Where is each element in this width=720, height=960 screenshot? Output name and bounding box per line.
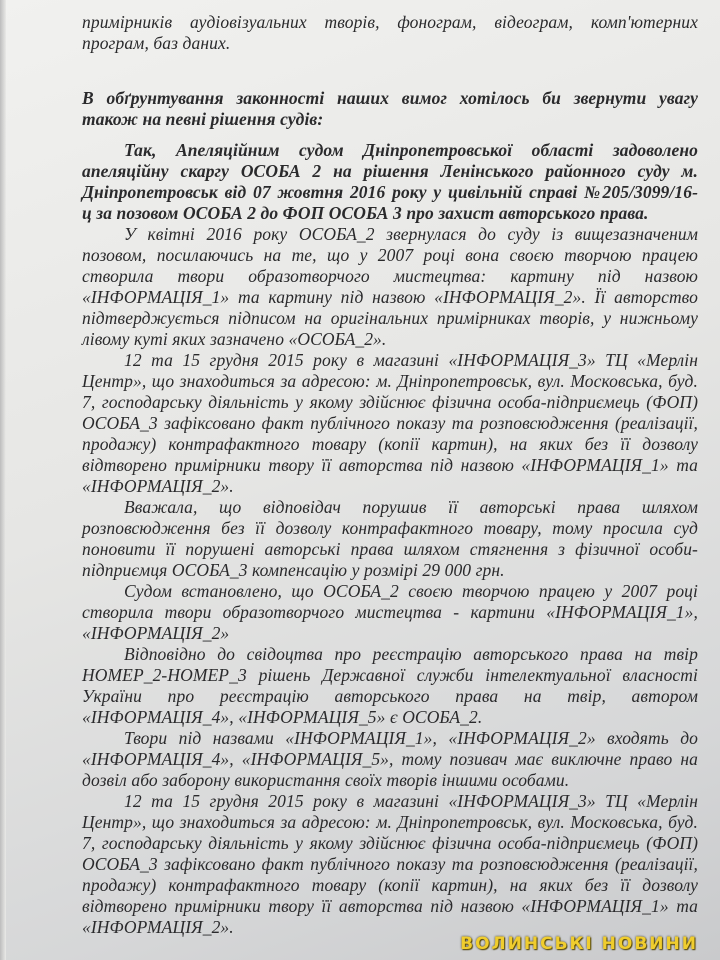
text-line: 7, господарську діяльність у якому здійснює фізична особа-підприємець (ФОП) bbox=[82, 392, 698, 412]
paragraph bbox=[82, 497, 698, 581]
text-line: «ІНФОРМАЦІЯ_2». bbox=[82, 476, 234, 496]
text-line: Відповідно до свідоцтва про реєстрацію авторського права на твір bbox=[124, 644, 698, 664]
text-line: 12 та 15 грудня 2015 року в магазині «ІНФОРМАЦІЯ_3» ТЦ «Мерлін bbox=[124, 350, 698, 370]
paragraph bbox=[82, 224, 698, 350]
text-line: також на певні рішення судів: bbox=[82, 109, 324, 129]
text-line: «ІНФОРМАЦІЯ_1» та картину під назвою «ІНФОРМАЦІЯ_2». Її авторство bbox=[82, 287, 698, 307]
bold-paragraph bbox=[82, 140, 698, 224]
text-line: Твори під назвами «ІНФОРМАЦІЯ_1», «ІНФОРМАЦІЯ_2» входять до bbox=[124, 728, 698, 748]
text-line: Центр», що знаходиться за адресою: м. Дніпропетровськ, вул. Московська, буд. bbox=[82, 371, 698, 391]
text-line: позовом, посилаючись на те, що у 2007 році вона своєю творчою працею bbox=[82, 245, 698, 265]
bold-paragraph bbox=[82, 88, 698, 130]
text-line: створила твори образотворчого мистецтва - картини «ІНФОРМАЦІЯ_1», bbox=[82, 602, 698, 622]
document-page bbox=[82, 12, 698, 938]
paragraph bbox=[82, 644, 698, 728]
paragraph bbox=[82, 350, 698, 497]
text-line: «ІНФОРМАЦІЯ_2». bbox=[82, 917, 234, 937]
text-line: підтверджується підписом на оригінальних примірниках творів, у нижньому bbox=[82, 308, 698, 328]
text-line: України про реєстрацію авторського права на твір, автором bbox=[82, 686, 698, 706]
text-line: ОСОБА_3 зафіксовано факт публічного показу та розповсюдження (реалізації, bbox=[82, 854, 698, 874]
text-line: апеляційну скаргу ОСОБА 2 на рішення Ленінського районного суду м. bbox=[82, 161, 698, 181]
text-line: відтворено примірники твору її авторства під назвою «ІНФОРМАЦІЯ_1» та bbox=[82, 896, 698, 916]
paragraph bbox=[82, 12, 698, 54]
text-line: «ІНФОРМАЦІЯ_2» bbox=[82, 623, 230, 643]
text-line: ц за позовом ОСОБА 2 до ФОП ОСОБА 3 про захист авторського права. bbox=[82, 203, 649, 223]
text-line: продажу) контрафактного товару (копії картин), на яких без її дозволу bbox=[82, 875, 698, 895]
text-line: В обґрунтування законності наших вимог хотілось би звернути увагу bbox=[82, 88, 698, 108]
spacer bbox=[82, 130, 698, 140]
text-line: Центр», що знаходиться за адресою: м. Дніпропетровськ, вул. Московська, буд. bbox=[82, 812, 698, 832]
paragraph bbox=[82, 581, 698, 644]
text-line: Дніпропетровськ від 07 жовтня 2016 року у цивільній справі №205/3099/16- bbox=[82, 182, 698, 202]
text-line: У квітні 2016 року ОСОБА_2 звернулася до суду із вищезазначеним bbox=[124, 224, 698, 244]
text-line: Так, Апеляційним судом Дніпропетровської області задоволено bbox=[124, 140, 698, 160]
text-line: продажу) контрафактного товару (копії картин), на яких без її дозволу bbox=[82, 434, 698, 454]
text-line: 7, господарську діяльність у якому здійснює фізична особа-підприємець (ФОП) bbox=[82, 833, 698, 853]
text-line: примірників аудіовізуальних творів, фонограм, відеограм, комп'ютерних bbox=[82, 12, 698, 32]
paragraph bbox=[82, 791, 698, 938]
paragraph bbox=[82, 728, 698, 791]
text-line: «ІНФОРМАЦІЯ_4», «ІНФОРМАЦІЯ_5», тому позивач має виключне право на bbox=[82, 749, 698, 769]
text-line: відтворено примірники твору її авторства під назвою «ІНФОРМАЦІЯ_1» та bbox=[82, 455, 698, 475]
text-line: розповсюдження без її дозволу контрафактного товару, тому просила суд bbox=[82, 518, 698, 538]
page-edge-shadow bbox=[0, 0, 6, 960]
text-line: Вважала, що відповідач порушив її авторські права шляхом bbox=[124, 497, 698, 517]
text-line: дозвіл або заборону використання своїх творів іншими особами. bbox=[82, 770, 570, 790]
text-line: програм, баз даних. bbox=[82, 33, 231, 53]
text-line: ОСОБА_3 зафіксовано факт публічного показу та розповсюдження (реалізації, bbox=[82, 413, 698, 433]
text-line: підприємця ОСОБА_3 компенсацію у розмірі 29 000 грн. bbox=[82, 560, 505, 580]
spacer bbox=[82, 54, 698, 88]
text-line: створила твори образотворчого мистецтва: картину під назвою bbox=[82, 266, 698, 286]
watermark-logo: ВОЛИНСЬКІ НОВИНИ bbox=[460, 934, 698, 954]
text-line: «ІНФОРМАЦІЯ_4», «ІНФОРМАЦІЯ_5» є ОСОБА_2. bbox=[82, 707, 483, 727]
text-line: 12 та 15 грудня 2015 року в магазині «ІНФОРМАЦІЯ_3» ТЦ «Мерлін bbox=[124, 791, 698, 811]
text-line: НОМЕР_2-НОМЕР_3 рішень Державної служби інтелектуальної власності bbox=[82, 665, 698, 685]
text-line: лівому куті яких зазначено «ОСОБА_2». bbox=[82, 329, 387, 349]
text-line: поновити її порушені авторські права шляхом стягнення з фізичної особи- bbox=[82, 539, 698, 559]
text-line: Судом встановлено, що ОСОБА_2 своєю творчою працею у 2007 році bbox=[124, 581, 698, 601]
